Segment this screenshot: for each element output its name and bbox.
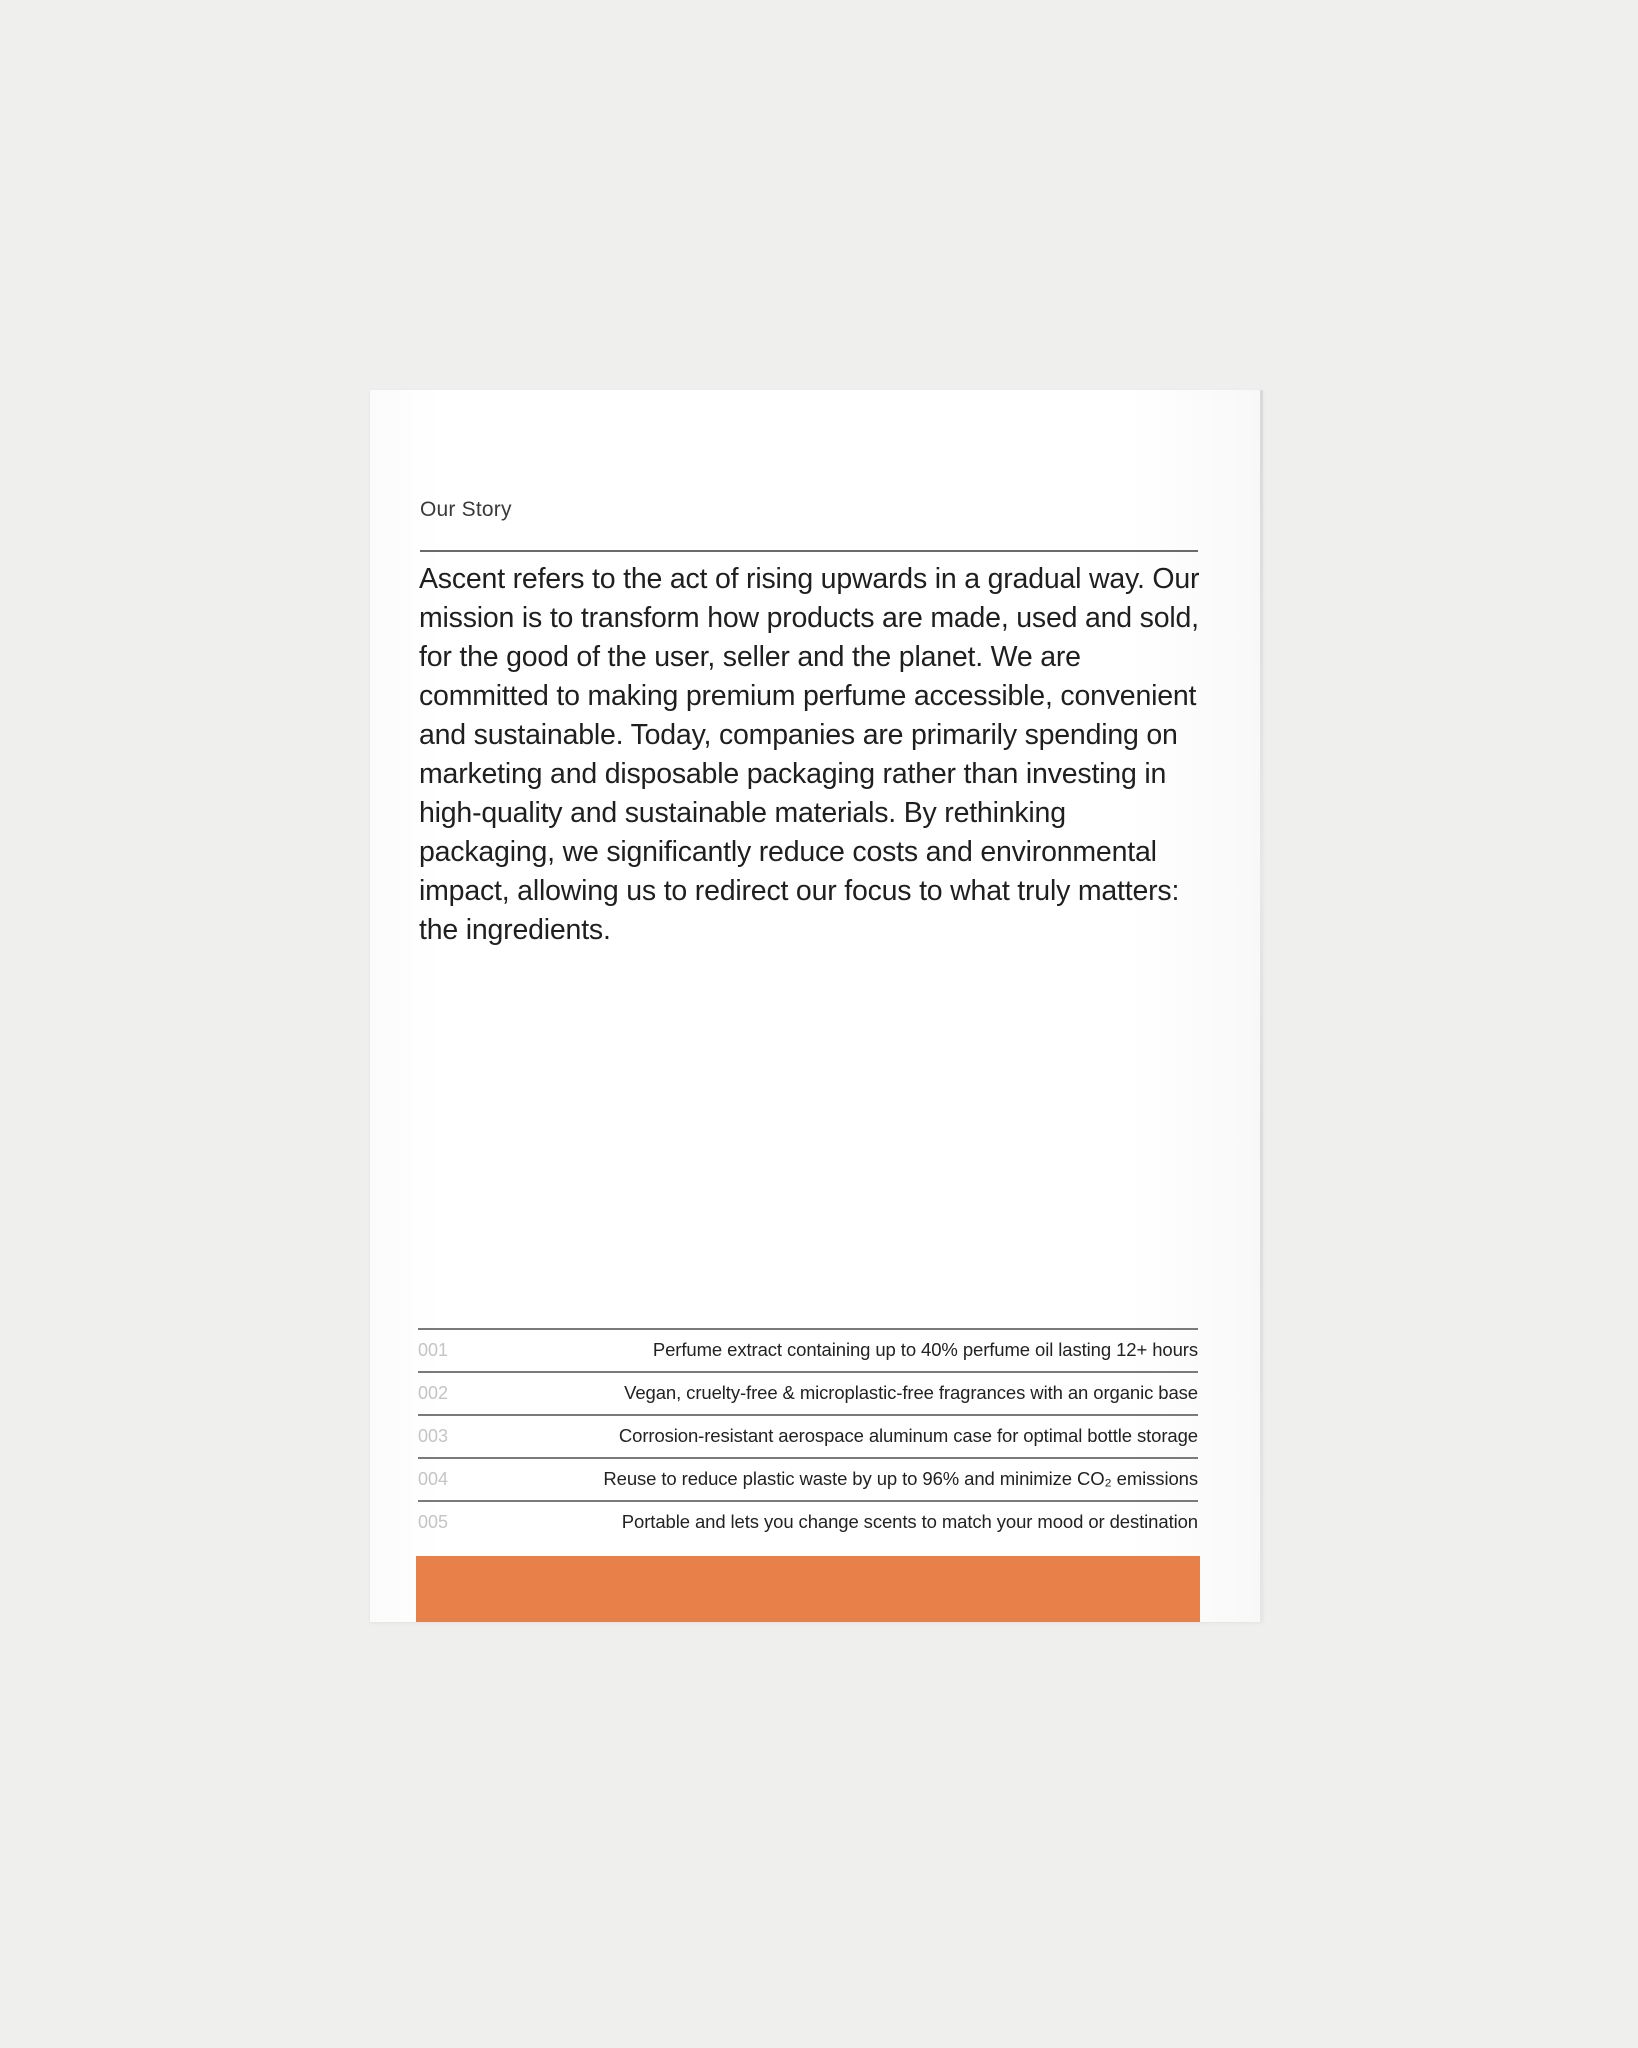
feature-number: 002 — [418, 1383, 449, 1403]
feature-row — [418, 1500, 1198, 1543]
top-divider — [420, 550, 1198, 552]
feature-row — [418, 1414, 1198, 1457]
feature-number: 005 — [418, 1512, 449, 1532]
feature-text: Portable and lets you change scents to match your mood or destination — [621, 1511, 1198, 1532]
feature-list — [418, 1328, 1198, 1543]
feature-text: Vegan, cruelty-free & microplastic-free fragrances with an organic base — [624, 1382, 1198, 1403]
feature-row — [418, 1328, 1198, 1371]
feature-row — [418, 1457, 1198, 1500]
section-label: Our Story — [420, 498, 512, 521]
feature-text: Perfume extract containing up to 40% perfume oil lasting 12+ hours — [652, 1339, 1198, 1360]
feature-number: 003 — [418, 1426, 449, 1446]
story-card — [370, 390, 1263, 1622]
feature-row — [418, 1371, 1198, 1414]
story-paragraph: Ascent refers to the act of rising upwards in a gradual way. Our mission is to transform how products are made, used and sold, for the good of the user, seller and the planet. We are committed to making premium perfume accessible, convenient and sustainable. Today, companies are primarily spending on marketing and disposable packaging rather than investing in high-quality and sustainable materials. By rethinking packaging, we significantly reduce costs and environmental impact, allowing us to redirect our focus to what truly matters: the ingredients. — [419, 563, 1200, 946]
feature-text: Corrosion-resistant aerospace aluminum case for optimal bottle storage — [618, 1425, 1198, 1446]
orange-accent-band — [416, 1556, 1200, 1622]
card-edge-shadow — [1260, 390, 1263, 1622]
feature-number: 004 — [418, 1469, 449, 1489]
feature-text: Reuse to reduce plastic waste by up to 96% and minimize CO₂ emissions — [603, 1468, 1198, 1489]
feature-number: 001 — [418, 1340, 449, 1360]
